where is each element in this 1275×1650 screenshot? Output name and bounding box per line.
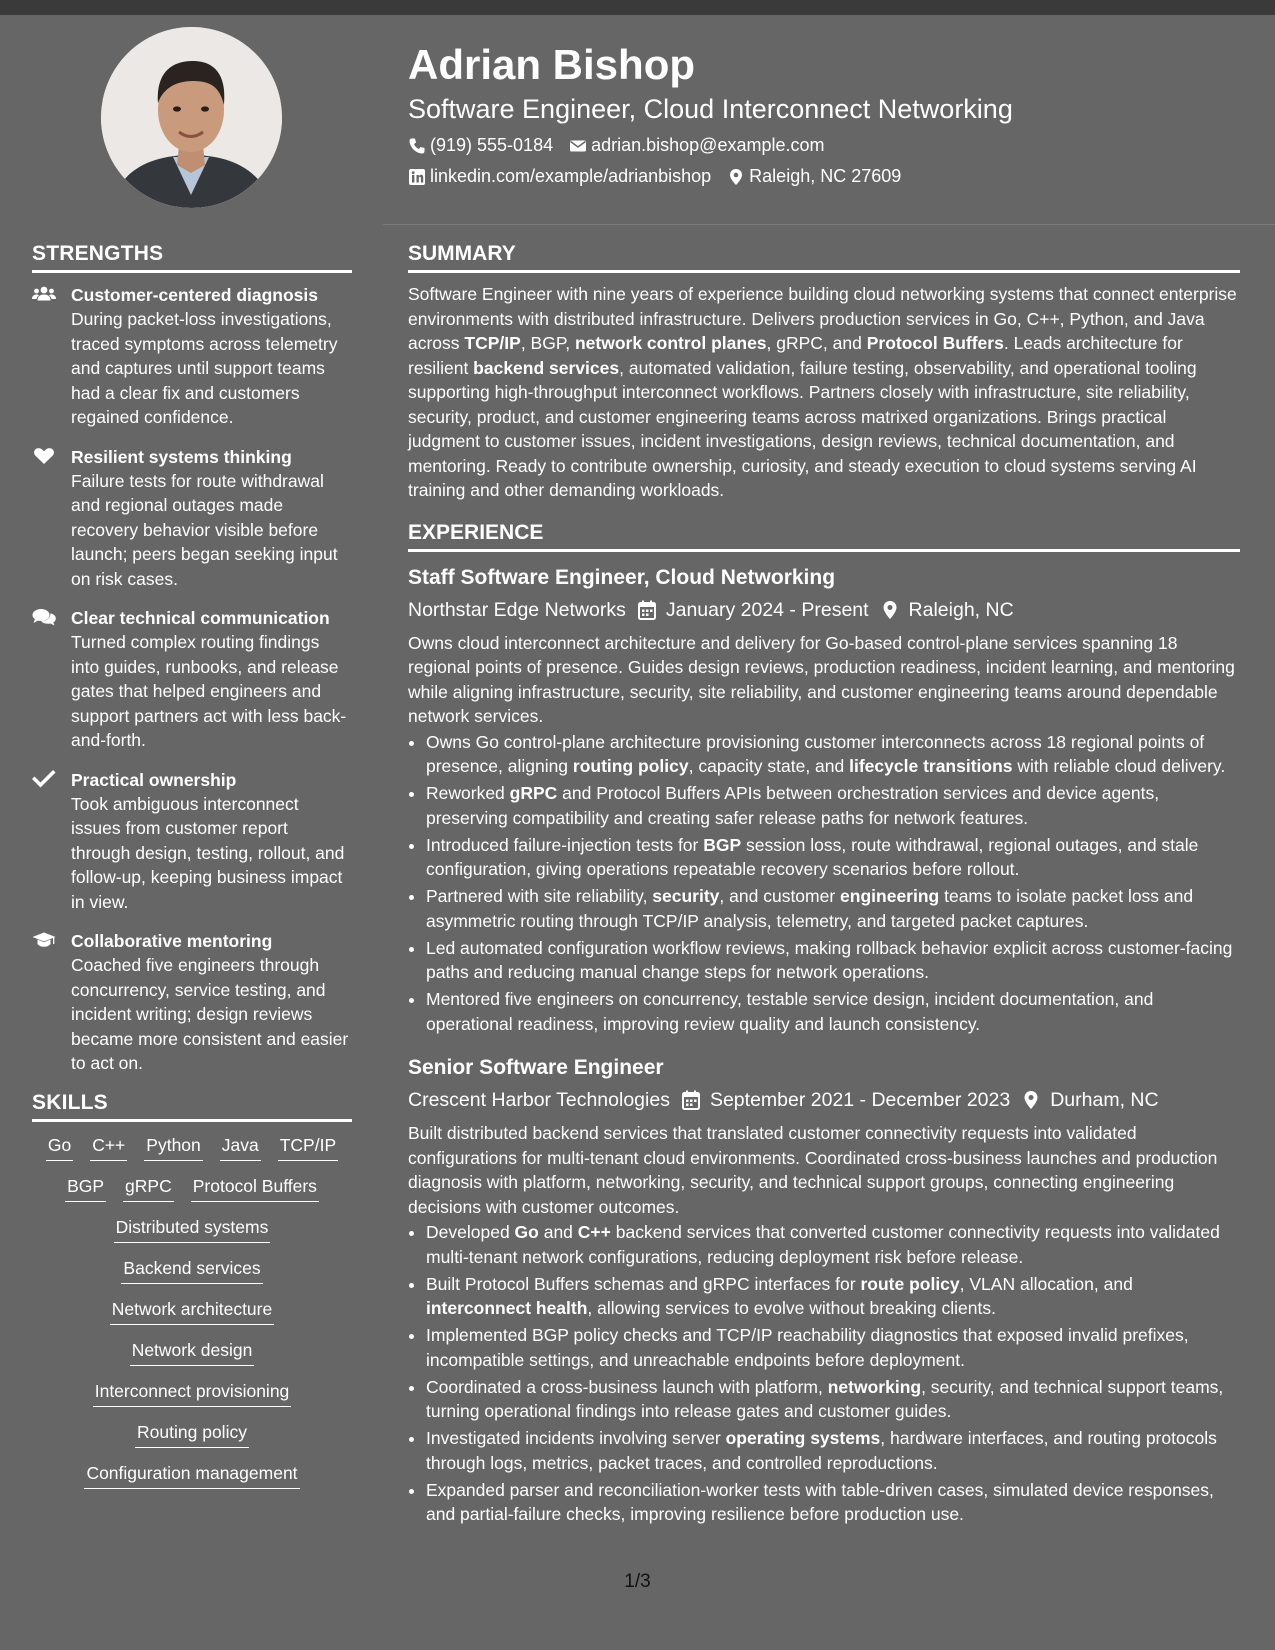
skills-list <box>32 1132 352 1489</box>
main-column <box>408 242 1240 1529</box>
job-bullet: • Led automated configuration workflow reviews, making rollback behavior explicit across customer-facing paths and reducing manual change steps for network operations. <box>426 936 1240 985</box>
profile-photo <box>101 27 282 208</box>
contact-line-1 <box>408 130 1238 161</box>
job-bullet: • Investigated incidents involving server operating systems, hardware interfaces, and routing protocols through logs, metrics, packet traces, and controlled reproductions. <box>426 1426 1240 1475</box>
phone-icon <box>408 137 426 155</box>
job-bullet: • Owns Go control-plane architecture provisioning customer interconnects across 18 regional points of presence, aligning routing policy, capacity state, and lifecycle transitions with reliable cloud delivery. <box>426 730 1240 779</box>
job-location <box>1022 1085 1158 1115</box>
strength-title: Collaborative mentoring <box>71 931 273 951</box>
top-bar <box>0 0 1275 15</box>
job-bullets <box>408 730 1240 1037</box>
skill-tag: Interconnect provisioning <box>93 1380 292 1407</box>
strength-text: During packet-loss investigations, traced symptoms across telemetry and captures until support teams had a clear fix and customers regained confidence. <box>71 309 338 427</box>
job-dates <box>638 595 869 625</box>
strength-title: Customer-centered diagnosis <box>71 285 318 305</box>
skill-row <box>32 1216 352 1243</box>
candidate-role: Software Engineer, Cloud Interconnect Networking <box>408 94 1013 124</box>
comments-icon <box>32 608 56 626</box>
resume-header <box>408 40 1238 192</box>
calendar-icon <box>638 600 656 620</box>
linkedin-url[interactable]: linkedin.com/example/adrianbishop <box>430 166 712 186</box>
experience-heading: EXPERIENCE <box>408 521 1240 552</box>
job-bullet: • Implemented BGP policy checks and TCP/IP reachability diagnostics that exposed invalid prefixes, incompatible settings, and unreachable endpoints before deployment. <box>426 1323 1240 1372</box>
location-text: Raleigh, NC <box>908 598 1014 621</box>
skill-tag: Network design <box>130 1339 255 1366</box>
job-meta <box>408 595 1240 625</box>
bold-keyword: interconnect health <box>426 1298 588 1318</box>
portrait-image <box>101 27 282 208</box>
strength-item <box>32 445 352 592</box>
linkedin-contact[interactable] <box>408 161 711 192</box>
strength-text: Took ambiguous interconnect issues from customer report through design, testing, rollout, and follow-up, keeping business impact in view. <box>71 793 345 912</box>
job-bullet: • Coordinated a cross-business launch with platform, networking, security, and technical support teams, turning operational findings into release gates and customer guides. <box>426 1375 1240 1424</box>
bold-keyword: TCP/IP <box>464 333 521 353</box>
location-contact <box>727 161 901 192</box>
envelope-icon <box>569 137 587 155</box>
skill-row <box>32 1421 352 1448</box>
job-description: Owns cloud interconnect architecture and delivery for Go-based control-plane services spanning 18 regional points of presence. Guides design reviews, production readiness, incident learning, and mentoring while aligning infrastructure, security, site reliability, and customer engineering teams around dependable network services. <box>408 632 1235 726</box>
job-meta <box>408 1085 1240 1115</box>
skill-tag: C++ <box>90 1134 127 1161</box>
location-text: Durham, NC <box>1050 1089 1159 1111</box>
skill-row <box>32 1339 352 1366</box>
bold-keyword: Protocol Buffers <box>866 333 1004 353</box>
page-number: 1/3 <box>624 1571 651 1592</box>
job-title: Staff Software Engineer, Cloud Networking <box>408 565 836 589</box>
skill-tag: Python <box>144 1134 202 1161</box>
summary-heading: SUMMARY <box>408 242 1240 273</box>
strength-title: Practical ownership <box>71 769 237 790</box>
skill-row <box>32 1175 352 1202</box>
bold-keyword: route policy <box>860 1273 960 1294</box>
bold-keyword: gRPC <box>509 783 558 803</box>
header-divider <box>383 224 1275 225</box>
skill-row <box>32 1462 352 1489</box>
graduation-cap-icon <box>32 931 56 949</box>
job-location <box>881 595 1014 625</box>
map-marker-icon <box>1022 1090 1040 1110</box>
job-bullet: • Reworked gRPC and Protocol Buffers APIs between orchestration services and device agents, preserving compatibility and creating safer release paths for network features. <box>426 781 1240 830</box>
bold-keyword: networking <box>827 1376 922 1397</box>
job-bullet: • Expanded parser and reconciliation-worker tests with table-driven cases, simulated device responses, and partial-failure checks, improving resilience before production use. <box>426 1478 1240 1527</box>
skill-row <box>32 1257 352 1284</box>
strength-title: Clear technical communication <box>71 608 330 628</box>
strength-item <box>32 768 352 915</box>
skill-row <box>32 1134 352 1161</box>
job-title: Senior Software Engineer <box>408 1056 664 1079</box>
bold-keyword: routing policy <box>572 756 689 776</box>
bold-keyword: security <box>652 886 720 906</box>
bold-keyword: backend services <box>473 357 620 378</box>
bold-keyword: C++ <box>577 1222 611 1242</box>
skill-row <box>32 1298 352 1325</box>
strength-text: Turned complex routing findings into guides, runbooks, and release gates that helped engineers and support partners act with less back-and-forth. <box>71 632 347 750</box>
location-text: Raleigh, NC 27609 <box>749 166 902 186</box>
calendar-icon <box>682 1090 700 1110</box>
heart-icon <box>32 447 56 465</box>
job-dates <box>682 1085 1010 1115</box>
skill-tag: Configuration management <box>84 1462 299 1489</box>
bold-keyword: network control planes <box>574 333 767 353</box>
job-entry <box>408 1054 1240 1527</box>
bold-keyword: Go <box>514 1222 539 1242</box>
company-name: Crescent Harbor Technologies <box>408 1089 670 1111</box>
strength-item <box>32 606 352 753</box>
skill-tag: Routing policy <box>135 1421 249 1448</box>
job-description: Built distributed backend services that translated customer connectivity requests into validated configurations for multi-tenant cloud environments. Coordinated cross-business launches and production diagnosis with platform, networking, security, and technical support groups, connecting engineering decisions with customer outcomes. <box>408 1123 1218 1217</box>
phone-number: (919) 555-0184 <box>430 135 554 155</box>
phone-contact <box>408 130 553 161</box>
bold-keyword: engineering <box>840 886 940 906</box>
sidebar <box>32 242 352 1503</box>
skill-tag: Java <box>220 1134 261 1161</box>
skill-row <box>32 1380 352 1407</box>
skills-heading: SKILLS <box>32 1091 352 1122</box>
skill-tag: gRPC <box>123 1175 174 1202</box>
strengths-heading: STRENGTHS <box>32 242 352 273</box>
job-bullet: • Mentored five engineers on concurrency, testable service design, incident documentation, and operational readiness, improving review quality and launch consistency. <box>426 987 1240 1036</box>
skill-tag: Distributed systems <box>114 1216 271 1243</box>
company-name: Northstar Edge Networks <box>408 598 626 621</box>
job-bullet: • Developed Go and C++ backend services that converted customer connectivity requests into validated multi-tenant network configurations, reducing deployment risk before release. <box>426 1220 1240 1269</box>
summary-text: Software Engineer with nine years of experience building cloud networking systems that connect enterprise environments with distributed infrastructure. Delivers production services in Go, C++, Python, and Java across TCP/IP, BGP, network control planes, gRPC, and Protocol Buffers. Leads architecture for resilient backend services, automated validation, failure testing, observability, and operational tooling supporting high-throughput interconnect workflows. Partners closely with infrastructure, site reliability, security, product, and customer engineering teams across matrixed organizations. Brings practical judgment to customer issues, incident investigations, design reviews, technical documentation, and mentoring. Ready to contribute ownership, curiosity, and steady execution to cloud systems serving AI training and other demanding workloads. <box>408 284 1237 500</box>
linkedin-icon <box>408 168 426 186</box>
candidate-name: Adrian Bishop <box>408 41 696 88</box>
skill-tag: Go <box>46 1134 73 1161</box>
contact-line-2 <box>408 161 1238 192</box>
email-contact[interactable] <box>569 130 824 161</box>
bold-keyword: operating systems <box>725 1428 881 1448</box>
strength-item <box>32 283 352 430</box>
strength-text: Coached five engineers through concurrency, service testing, and incident writing; design reviews became more consistent and easier to act on. <box>71 955 349 1073</box>
dates-text: September 2021 - December 2023 <box>709 1089 1011 1111</box>
dates-text: January 2024 - Present <box>665 598 869 621</box>
skill-tag: Protocol Buffers <box>191 1175 319 1202</box>
job-bullet: • Partnered with site reliability, security, and customer engineering teams to isolate packet loss and asymmetric routing through TCP/IP analysis, telemetry, and targeted packet captures. <box>426 884 1240 933</box>
strength-title: Resilient systems thinking <box>71 446 292 467</box>
email-address[interactable]: adrian.bishop@example.com <box>591 135 825 155</box>
job-entry <box>408 564 1240 1037</box>
check-icon <box>32 770 56 788</box>
strength-item <box>32 929 352 1076</box>
map-marker-icon <box>881 600 899 620</box>
strength-text: Failure tests for route withdrawal and regional outages made recovery behavior visible before launch; peers began seeking input on risk cases. <box>71 470 338 589</box>
skill-tag: Network architecture <box>110 1298 274 1325</box>
skill-tag: Backend services <box>121 1257 262 1284</box>
skill-tag: BGP <box>65 1175 106 1202</box>
job-bullet: • Introduced failure-injection tests for BGP session loss, route withdrawal, regional outages, and stale configuration, giving operations repeatable recovery scenarios before rollout. <box>426 833 1240 882</box>
skill-tag: TCP/IP <box>278 1134 338 1161</box>
job-bullet: • Built Protocol Buffers schemas and gRPC interfaces for route policy, VLAN allocation, and interconnect health, allowing services to evolve without breaking clients. <box>426 1272 1240 1321</box>
users-icon <box>32 285 56 303</box>
map-marker-icon <box>727 168 745 186</box>
job-bullets <box>408 1220 1240 1527</box>
bold-keyword: BGP <box>703 834 742 855</box>
bold-keyword: lifecycle transitions <box>849 756 1013 776</box>
